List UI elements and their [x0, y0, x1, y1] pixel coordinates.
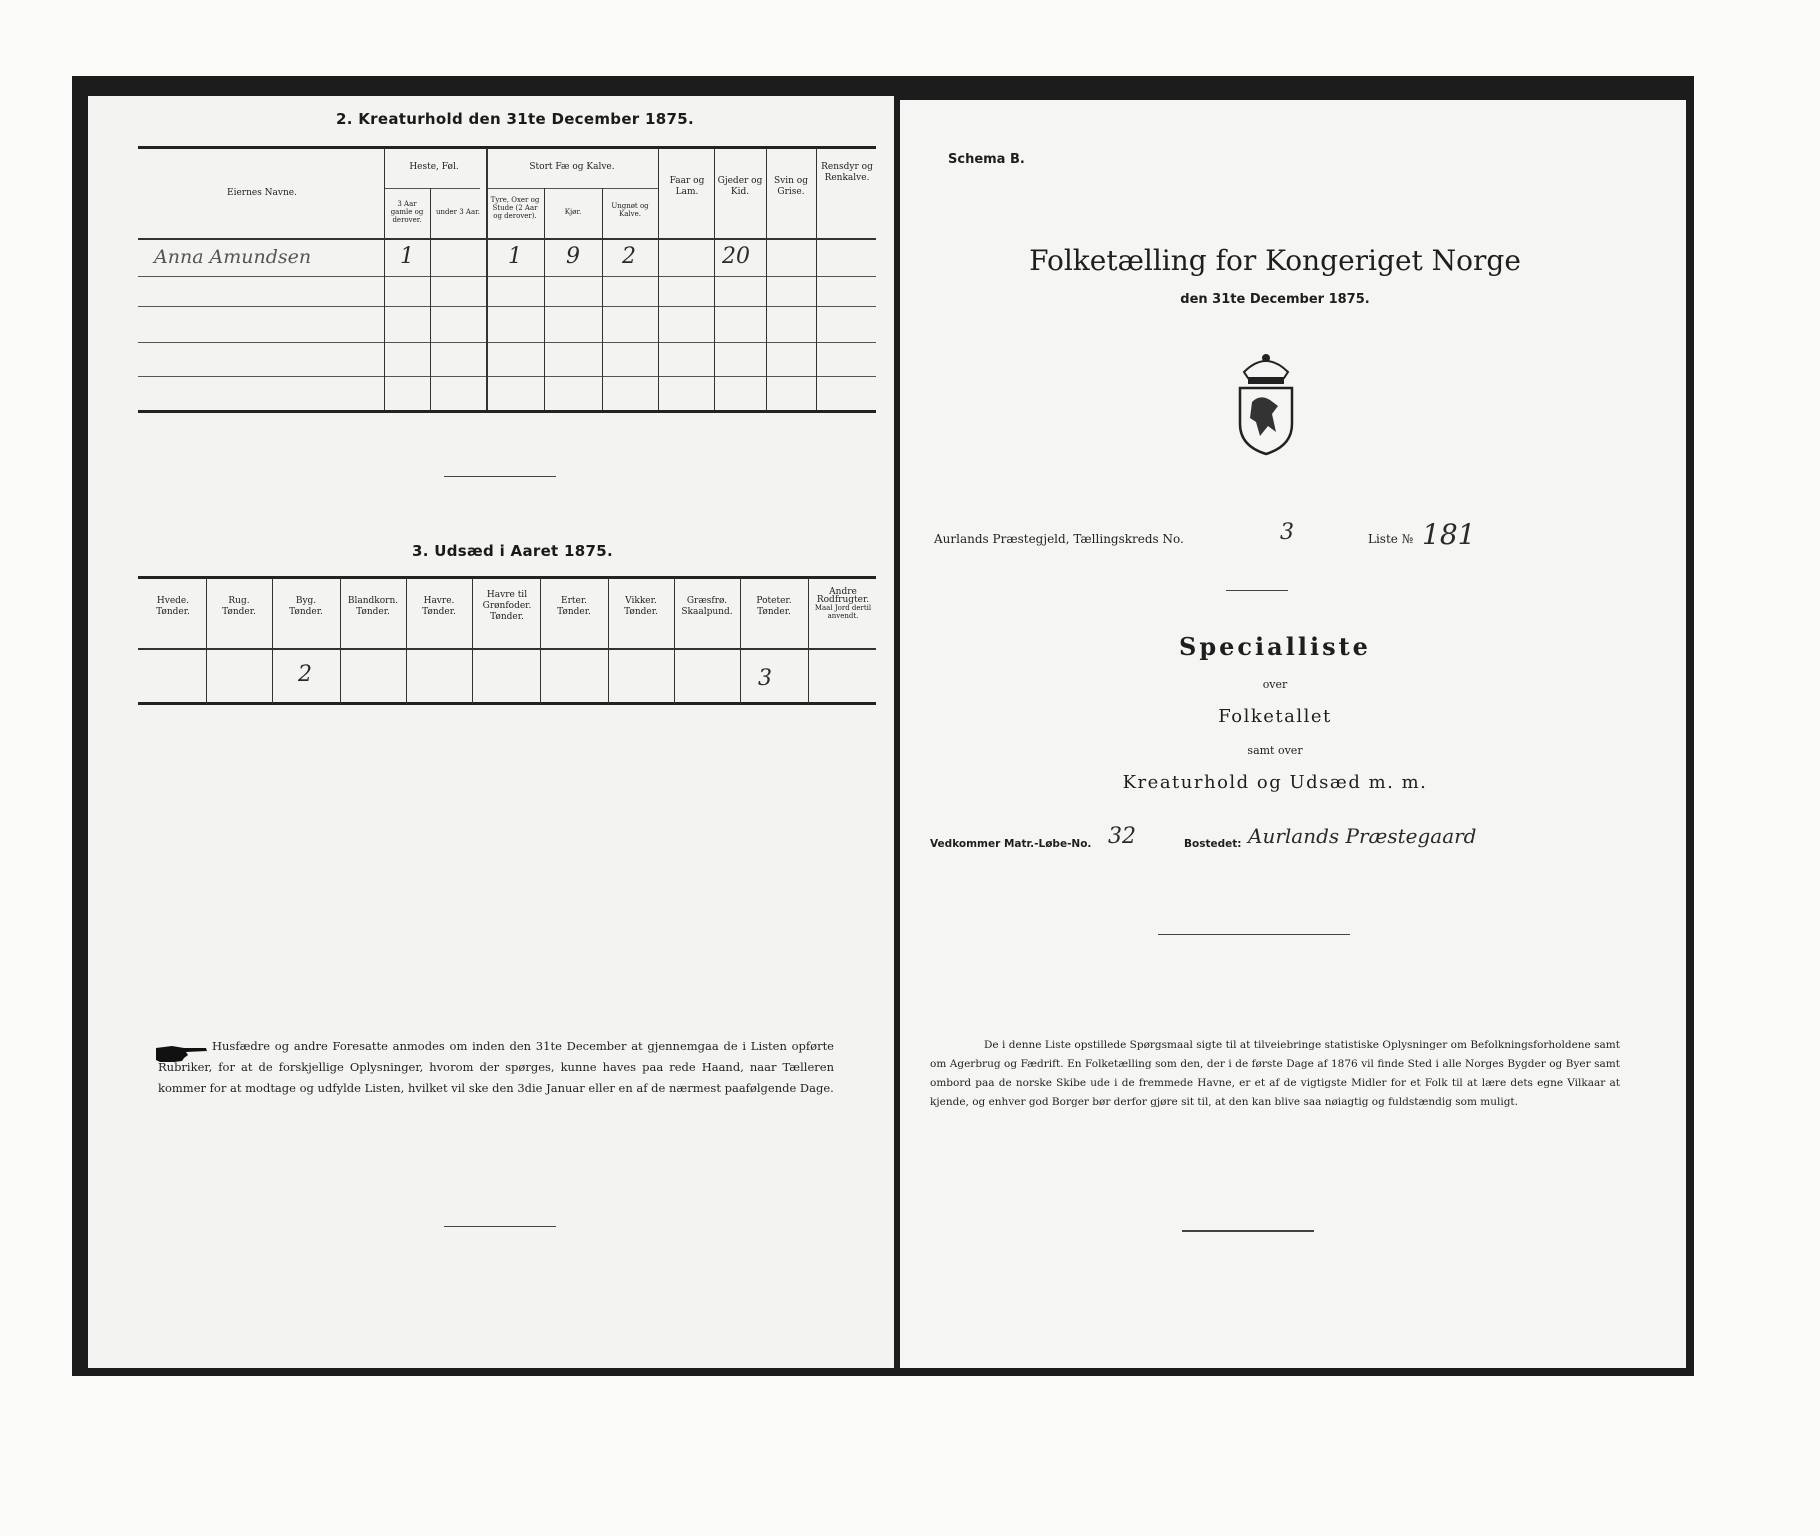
header-vikker: Vikker. Tønder.	[624, 596, 658, 617]
table2-col-divider	[384, 148, 385, 410]
right-page	[900, 100, 1686, 1368]
kreaturhold-label: Kreaturhold og Udsæd m. m.	[1122, 772, 1428, 793]
district-prefix: Aurlands Præstegjeld, Tællingskreds No.	[934, 532, 1184, 546]
header-havre-gronfoder: Havre til Grønfoder. Tønder.	[482, 590, 532, 622]
header-horses-under3: under 3 Aar.	[436, 208, 480, 216]
liste-label: Liste №	[1368, 532, 1414, 546]
table2-col-divider	[816, 148, 817, 410]
table2-col-divider	[486, 148, 488, 410]
table2-col-divider	[602, 188, 603, 410]
header-horses: Heste, Føl.	[409, 162, 459, 172]
header-goats: Gjeder og Kid.	[717, 176, 763, 197]
section3-title: 3. Udsæd i Aaret 1875.	[412, 542, 613, 560]
header-rug: Rug. Tønder.	[222, 596, 256, 617]
header-erter: Erter. Tønder.	[557, 596, 591, 617]
divider-medium	[1182, 1230, 1314, 1232]
folketallet-label: Folketallet	[1218, 706, 1332, 727]
table3-col-divider	[472, 578, 473, 704]
header-byg: Byg. Tønder.	[289, 596, 323, 617]
horses-3plus-entry: 1	[400, 244, 414, 269]
left-page	[88, 96, 894, 1368]
header-oxen: Tyre, Oxer og Stude (2 Aar og derover).	[490, 196, 540, 220]
header-havre: Havre. Tønder.	[422, 596, 456, 617]
district-line	[934, 532, 1184, 546]
matr-label: Vedkommer Matr.-Løbe-No.	[930, 838, 1092, 850]
table3-top-rule	[138, 576, 876, 579]
table2-col-divider	[544, 188, 545, 410]
divider-short	[444, 476, 556, 477]
header-reindeer: Rensdyr og Renkalve.	[821, 162, 873, 183]
byg-entry: 2	[298, 662, 312, 687]
table2-subhead-line	[486, 188, 658, 189]
matr-number-entry: 32	[1108, 824, 1136, 849]
over-label: over	[1262, 678, 1288, 691]
divider-short	[444, 1226, 556, 1227]
header-horses-3plus: 3 Aar gamle og derover.	[390, 200, 424, 224]
table3-bottom-rule	[138, 702, 876, 705]
table2-col-divider	[430, 188, 431, 410]
divider-medium	[1158, 934, 1350, 935]
schema-label: Schema B.	[948, 152, 1025, 167]
footnote-text: De i denne Liste opstillede Spørgsmaal sigte til at tilveiebringe statistiske Oplysninger om Befolkningsforholdene samt om Agerbrug og Fædrift. En Folketælling som den, der i de første Dage af 1876 vil finde Sted i alle Norges Bygder og Byer samt ombord paa de norske Skibe ude i de fremmede Havne, er et af de vigtigste Midler for et Folk til at lære dets egne Vilkaar at kjende, og enhver god Borger bør derfor gjøre sit til, at den kan blive saa nøiagtig og fuldstændig som muligt.	[930, 1039, 1620, 1108]
table2-bottom-rule	[138, 410, 876, 413]
samt-over-label: samt over	[1247, 744, 1303, 757]
district-number-entry: 3	[1280, 520, 1294, 545]
bosted-label: Bostedet:	[1184, 838, 1242, 850]
notice-text: Husfædre og andre Foresatte anmodes om inden den 31te December at gjennemgaa de i Listen opførte Rubriker, for at de forskjellige Oplysninger, hvorom der spørges, kunne haves paa rede Haand, naar Tælleren kommer for at modtage og udfylde Listen, hvilket vil ske den 3die Januar eller en af de nærmest paafølgende Dage.	[158, 1039, 834, 1095]
bosted-entry: Aurlands Præstegaard	[1248, 824, 1477, 848]
poteter-entry: 3	[758, 666, 772, 691]
owner-name-entry: Anna Amundsen	[154, 246, 312, 268]
header-poteter: Poteter. Tønder.	[756, 596, 792, 617]
divider-short	[1226, 590, 1288, 591]
header-owner: Eiernes Navne.	[227, 188, 297, 198]
header-graesfro: Græsfrø. Skaalpund.	[681, 596, 733, 617]
specialliste-heading: Specialliste	[1179, 632, 1371, 661]
section2-title: 2. Kreaturhold den 31te December 1875.	[336, 110, 694, 128]
header-sheep: Faar og Lam.	[669, 176, 705, 197]
form-subtitle: den 31te December 1875.	[1180, 292, 1370, 307]
goats-entry: 20	[722, 244, 750, 269]
coat-of-arms-icon	[1226, 348, 1306, 458]
header-hvede: Hvede. Tønder.	[156, 596, 190, 617]
liste-number-entry: 181	[1422, 518, 1476, 551]
table2-subhead-line	[384, 188, 480, 189]
header-pigs: Svin og Grise.	[774, 176, 808, 197]
cows-entry: 9	[566, 244, 580, 269]
table3-col-divider	[808, 578, 809, 704]
header-cows: Kjør.	[564, 208, 582, 216]
header-andre-rodfrugter: Andre Rodfrugter. Maal Jord dertil anvendt.	[814, 587, 872, 620]
table2-col-divider	[658, 148, 659, 410]
header-cattle: Stort Fæ og Kalve.	[529, 162, 615, 172]
table2-col-divider	[714, 148, 715, 410]
table2-col-divider	[766, 148, 767, 410]
young-cattle-entry: 2	[622, 244, 636, 269]
oxen-entry: 1	[508, 244, 522, 269]
form-title: Folketælling for Kongeriget Norge	[1029, 244, 1521, 277]
table3-header-rule	[138, 648, 876, 650]
header-blandkorn: Blandkorn. Tønder.	[347, 596, 399, 617]
header-young-cattle: Ungnøt og Kalve.	[611, 202, 649, 218]
